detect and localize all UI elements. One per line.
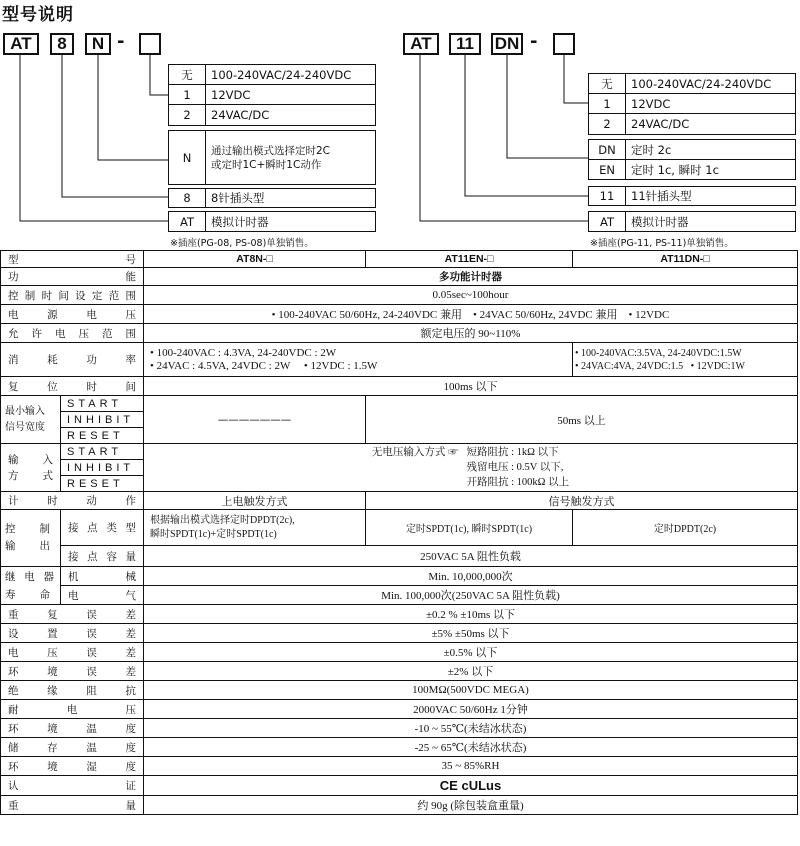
cell-value: 约 90g (除包装盒重量) bbox=[144, 796, 798, 815]
socket-note: ※插座(PG-11, PS-11)单独销售。 bbox=[590, 238, 734, 249]
signal-label: INHIBIT bbox=[61, 460, 144, 476]
row-label: 设 置 误 差 bbox=[1, 624, 144, 643]
code-box-pins: 8 bbox=[50, 33, 74, 55]
table-row bbox=[1, 444, 798, 460]
cell-value: 多功能计时器 bbox=[144, 268, 798, 286]
option-key: 无 bbox=[169, 65, 206, 84]
row-label: 机 械 bbox=[61, 567, 144, 586]
row-label: 环 境 湿 度 bbox=[1, 757, 144, 776]
signal-label: RESET bbox=[61, 428, 144, 444]
option-value: 12VDC bbox=[631, 96, 671, 111]
option-value: 24VAC/DC bbox=[211, 108, 270, 122]
row-label: 重 复 误 差 bbox=[1, 605, 144, 624]
row-label: 消 耗 功 率 bbox=[1, 343, 144, 377]
row-label: 输 入 方 式 bbox=[1, 444, 61, 492]
table-row bbox=[1, 662, 798, 681]
option-value: 模拟计时器 bbox=[211, 214, 269, 229]
table-row bbox=[1, 700, 798, 719]
row-label: 允 许 电 压 范 围 bbox=[1, 324, 144, 343]
spec-table bbox=[0, 250, 798, 815]
cell-value bbox=[573, 343, 798, 377]
code-box-pins: 11 bbox=[449, 33, 481, 55]
table-row bbox=[1, 605, 798, 624]
table-row bbox=[1, 586, 798, 605]
signal-label: INHIBIT bbox=[61, 412, 144, 428]
output-mode-box bbox=[168, 130, 376, 185]
table-row bbox=[1, 681, 798, 700]
cell-value: -25 ~ 65℃(未结冰状态) bbox=[144, 738, 798, 757]
row-label: 复 位 时 间 bbox=[1, 377, 144, 396]
option-key: DN bbox=[589, 140, 626, 159]
option-value: 12VDC bbox=[211, 87, 251, 102]
cell-value: 额定电压的 90~110% bbox=[144, 324, 798, 343]
cell-value: 100MΩ(500VDC MEGA) bbox=[144, 681, 798, 700]
table-row bbox=[1, 738, 798, 757]
row-label: 接 点 类 型 bbox=[61, 510, 144, 546]
table-row bbox=[1, 286, 798, 305]
cell-value: 100ms 以下 bbox=[144, 377, 798, 396]
option-value: 11针插头型 bbox=[631, 189, 692, 203]
option-key: 1 bbox=[169, 85, 206, 104]
input-spec-line: 残留电压 : 0.5V 以下, bbox=[466, 462, 564, 473]
signal-label: RESET bbox=[61, 476, 144, 492]
code-dash: - bbox=[530, 31, 538, 52]
table-row bbox=[1, 624, 798, 643]
power-option-table bbox=[588, 73, 796, 135]
code-box-series: AT bbox=[3, 33, 39, 55]
socket-note: ※插座(PG-08, PS-08)单独销售。 bbox=[170, 238, 314, 249]
type-box bbox=[588, 211, 796, 232]
cell-value: • 100-240VAC 50/60Hz, 24-240VDC 兼用 • 24VAC 50/60Hz, 24VDC 兼用 • 12VDC bbox=[144, 305, 798, 324]
cell-value bbox=[144, 444, 798, 492]
input-spec-line: 短路阻抗 : 1kΩ 以下 bbox=[466, 447, 559, 458]
row-label: 计 时 动 作 bbox=[1, 492, 144, 510]
row-label: 电 压 误 差 bbox=[1, 643, 144, 662]
table-row bbox=[1, 776, 798, 796]
cell-value: 250VAC 5A 阻性负载 bbox=[144, 546, 798, 567]
cell-value: 35 ~ 85%RH bbox=[144, 757, 798, 776]
input-method-title: 无电压输入方式 ☞ bbox=[371, 447, 459, 458]
cell-value bbox=[144, 343, 573, 377]
cell-value: 50ms 以上 bbox=[366, 396, 798, 444]
power-option-table bbox=[168, 64, 376, 126]
code-dash: - bbox=[117, 31, 125, 52]
option-key: 2 bbox=[589, 114, 626, 134]
table-row bbox=[1, 251, 798, 268]
option-value: 定时 1c, 瞬时 1c bbox=[631, 163, 719, 177]
socket-box bbox=[168, 188, 376, 208]
input-spec-line: 开路阻抗 : 100kΩ 以上 bbox=[466, 477, 570, 488]
cell-value: 上电触发方式 bbox=[144, 492, 366, 510]
table-row bbox=[1, 268, 798, 286]
table-row bbox=[1, 324, 798, 343]
option-key: 1 bbox=[589, 94, 626, 113]
row-label: 控 制 输 出 bbox=[1, 510, 61, 567]
row-label: 继 电 器 寿 命 bbox=[1, 567, 61, 605]
table-row bbox=[1, 377, 798, 396]
option-value: 24VAC/DC bbox=[631, 117, 690, 131]
consumption-line: • 24VAC : 4.5VA, 24VDC : 2W • 12VDC : 1.5W bbox=[150, 359, 378, 372]
cell-value: ±5% ±50ms 以下 bbox=[144, 624, 798, 643]
table-row bbox=[1, 546, 798, 567]
table-row bbox=[1, 719, 798, 738]
cell-value: ——————— bbox=[144, 396, 366, 444]
cell-value: Min. 10,000,000次 bbox=[144, 567, 798, 586]
cell-value: 根据输出模式选择定时DPDT(2c), 瞬时SPDT(1c)+定时SPDT(1c) bbox=[144, 510, 366, 546]
section-title: 型号说明 bbox=[2, 5, 74, 25]
consumption-line: • 100-240VAC:3.5VA, 24-240VDC:1.5W bbox=[575, 347, 742, 359]
table-row bbox=[1, 396, 798, 412]
table-row bbox=[1, 343, 798, 377]
table-row bbox=[1, 510, 798, 546]
table-row bbox=[1, 305, 798, 324]
cell-value: 定时DPDT(2c) bbox=[573, 510, 798, 546]
row-label: 耐 电 压 bbox=[1, 700, 144, 719]
cell-value: ±0.5% 以下 bbox=[144, 643, 798, 662]
option-key: 无 bbox=[589, 74, 626, 93]
cell-value: 0.05sec~100hour bbox=[144, 286, 798, 305]
row-label: 电 源 电 压 bbox=[1, 305, 144, 324]
signal-label: START bbox=[61, 396, 144, 412]
row-label: 最小输入 信号宽度 bbox=[1, 396, 61, 444]
certification-marks: CE cULus bbox=[144, 776, 798, 796]
row-label: 环 境 温 度 bbox=[1, 719, 144, 738]
row-label: 储 存 温 度 bbox=[1, 738, 144, 757]
code-box-mode: N bbox=[85, 33, 111, 55]
row-label: 绝 缘 阻 抗 bbox=[1, 681, 144, 700]
signal-label: START bbox=[61, 444, 144, 460]
consumption-line: • 100-240VAC : 4.3VA, 24-240VDC : 2W bbox=[150, 346, 337, 359]
cell-value: 2000VAC 50/60Hz 1分钟 bbox=[144, 700, 798, 719]
option-key: N bbox=[169, 131, 206, 184]
option-value: 模拟计时器 bbox=[631, 214, 689, 229]
consumption-line: • 24VAC:4VA, 24VDC:1.5 • 12VDC:1W bbox=[575, 360, 745, 372]
option-key: 8 bbox=[169, 189, 206, 207]
option-value: 100-240VAC/24-240VDC bbox=[211, 67, 352, 82]
table-row bbox=[1, 796, 798, 815]
table-row bbox=[1, 757, 798, 776]
type-box bbox=[168, 211, 376, 232]
table-row bbox=[1, 643, 798, 662]
cell-value: 信号触发方式 bbox=[366, 492, 798, 510]
table-row bbox=[1, 492, 798, 510]
row-label: 接 点 容 量 bbox=[61, 546, 144, 567]
row-label: 重 量 bbox=[1, 796, 144, 815]
model-header: AT8N-□ bbox=[144, 251, 366, 268]
option-value: 8针插头型 bbox=[211, 191, 265, 205]
output-mode-table bbox=[588, 139, 796, 180]
code-box-series: AT bbox=[403, 33, 439, 55]
socket-box bbox=[588, 186, 796, 206]
row-label: 功 能 bbox=[1, 268, 144, 286]
cell-value: Min. 100,000次(250VAC 5A 阻性负载) bbox=[144, 586, 798, 605]
cell-value: -10 ~ 55℃(未结冰状态) bbox=[144, 719, 798, 738]
row-label: 环 境 误 差 bbox=[1, 662, 144, 681]
row-label: 型 号 bbox=[1, 251, 144, 268]
option-key: EN bbox=[589, 160, 626, 180]
code-box-mode: DN bbox=[491, 33, 523, 55]
row-label: 电 气 bbox=[61, 586, 144, 605]
row-label: 认 证 bbox=[1, 776, 144, 796]
cell-value: ±2% 以下 bbox=[144, 662, 798, 681]
option-key: AT bbox=[589, 212, 626, 231]
option-key: 2 bbox=[169, 105, 206, 125]
option-value: 100-240VAC/24-240VDC bbox=[631, 76, 772, 91]
option-value: 定时 2c bbox=[631, 142, 672, 157]
model-header: AT11DN-□ bbox=[573, 251, 798, 268]
model-header: AT11EN-□ bbox=[366, 251, 573, 268]
table-row bbox=[1, 567, 798, 586]
cell-value: ±0.2 % ±10ms 以下 bbox=[144, 605, 798, 624]
row-label: 控 制 时 间 设 定 范 围 bbox=[1, 286, 144, 305]
option-key: AT bbox=[169, 212, 206, 231]
option-key: 11 bbox=[589, 187, 626, 205]
cell-value: 定时SPDT(1c), 瞬时SPDT(1c) bbox=[366, 510, 573, 546]
option-value: 通过输出模式选择定时2C 或定时1C+瞬时1C动作 bbox=[211, 144, 331, 171]
